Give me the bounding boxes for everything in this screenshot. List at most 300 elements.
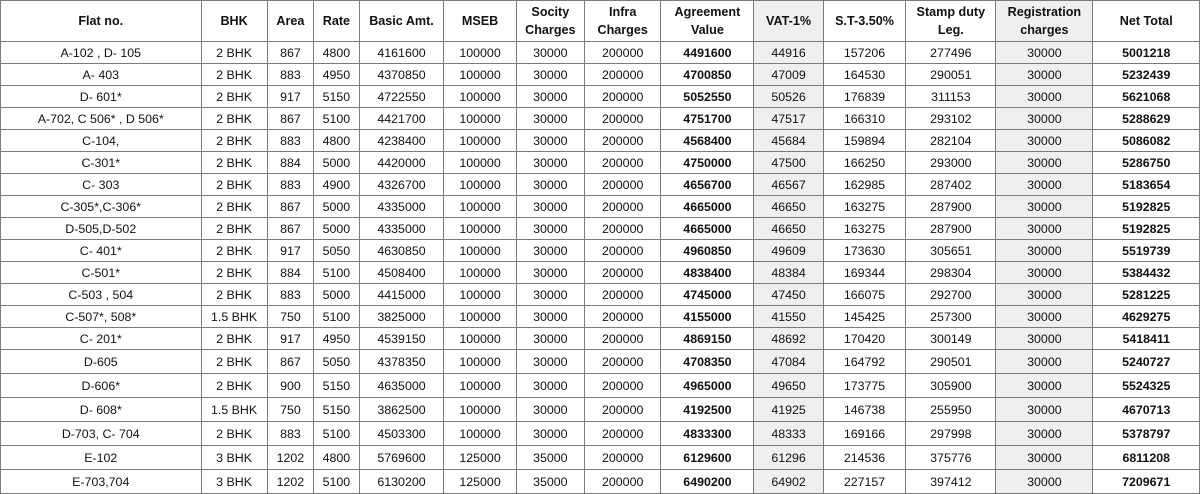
cell-flat-no: C-501* [1,262,202,284]
cell-net-total: 5001218 [1093,42,1200,64]
cell-service-tax: 163275 [823,196,906,218]
cell-flat-no: D- 601* [1,86,202,108]
cell-infra-charges: 200000 [584,470,660,494]
cell-service-tax: 173630 [823,240,906,262]
header-registration-line2: charges [1020,23,1069,37]
cell-agreement-value: 6490200 [661,470,754,494]
header-infra-line1: Infra [609,5,637,19]
cell-agreement-value: 6129600 [661,446,754,470]
cell-infra-charges: 200000 [584,446,660,470]
cell-rate: 5000 [314,218,359,240]
cell-area: 867 [267,218,314,240]
cell-net-total: 5524325 [1093,374,1200,398]
cell-infra-charges: 200000 [584,328,660,350]
cell-net-total: 5418411 [1093,328,1200,350]
cell-area: 750 [267,398,314,422]
cell-bhk: 1.5 BHK [201,398,267,422]
cell-stamp-duty: 375776 [906,446,996,470]
cell-net-total: 5384432 [1093,262,1200,284]
cell-registration-charges: 30000 [996,350,1093,374]
cell-registration-charges: 30000 [996,130,1093,152]
cell-basic-amount: 4420000 [359,152,444,174]
cell-basic-amount: 4238400 [359,130,444,152]
cell-agreement-value: 4665000 [661,196,754,218]
cell-agreement-value: 4700850 [661,64,754,86]
cell-infra-charges: 200000 [584,422,660,446]
cell-service-tax: 166310 [823,108,906,130]
cell-net-total: 7209671 [1093,470,1200,494]
cell-mseb: 100000 [444,350,516,374]
cell-rate: 5100 [314,306,359,328]
cell-net-total: 4629275 [1093,306,1200,328]
cell-stamp-duty: 292700 [906,284,996,306]
cell-bhk: 2 BHK [201,350,267,374]
cell-net-total: 5192825 [1093,218,1200,240]
cell-basic-amount: 6130200 [359,470,444,494]
cell-flat-no: D-505,D-502 [1,218,202,240]
cell-stamp-duty: 311153 [906,86,996,108]
cell-agreement-value: 5052550 [661,86,754,108]
cell-rate: 5150 [314,86,359,108]
cell-flat-no: C- 201* [1,328,202,350]
cell-rate: 4800 [314,446,359,470]
cell-net-total: 5286750 [1093,152,1200,174]
table-row [1,470,1200,494]
cell-basic-amount: 4630850 [359,240,444,262]
cell-basic-amount: 3825000 [359,306,444,328]
cell-infra-charges: 200000 [584,152,660,174]
cell-stamp-duty: 290501 [906,350,996,374]
cell-socity-charges: 30000 [516,398,584,422]
cell-stamp-duty: 287900 [906,196,996,218]
header-infra-charges [584,1,660,42]
cell-stamp-duty: 305651 [906,240,996,262]
cell-registration-charges: 30000 [996,470,1093,494]
cell-agreement-value: 4155000 [661,306,754,328]
cell-service-tax: 146738 [823,398,906,422]
cell-service-tax: 157206 [823,42,906,64]
cell-registration-charges: 30000 [996,398,1093,422]
cell-stamp-duty: 282104 [906,130,996,152]
cell-rate: 5100 [314,262,359,284]
header-stamp-duty [906,1,996,42]
cell-area: 867 [267,196,314,218]
cell-bhk: 3 BHK [201,470,267,494]
cell-area: 750 [267,306,314,328]
cell-mseb: 100000 [444,152,516,174]
header-rate: Rate [314,1,359,42]
cell-registration-charges: 30000 [996,240,1093,262]
cell-area: 867 [267,350,314,374]
cell-stamp-duty: 293102 [906,108,996,130]
cell-basic-amount: 4335000 [359,218,444,240]
cell-stamp-duty: 277496 [906,42,996,64]
cell-socity-charges: 30000 [516,86,584,108]
cell-agreement-value: 4833300 [661,422,754,446]
cell-bhk: 1.5 BHK [201,306,267,328]
cell-bhk: 3 BHK [201,446,267,470]
cell-net-total: 5378797 [1093,422,1200,446]
cell-area: 884 [267,152,314,174]
cell-rate: 5000 [314,196,359,218]
cell-mseb: 100000 [444,108,516,130]
cell-vat: 47450 [754,284,823,306]
cell-vat: 47517 [754,108,823,130]
cell-vat: 46567 [754,174,823,196]
table-row [1,284,1200,306]
cell-basic-amount: 4539150 [359,328,444,350]
cell-stamp-duty: 257300 [906,306,996,328]
cell-registration-charges: 30000 [996,42,1093,64]
cell-registration-charges: 30000 [996,446,1093,470]
cell-infra-charges: 200000 [584,240,660,262]
header-flat-no: Flat no. [1,1,202,42]
cell-basic-amount: 4635000 [359,374,444,398]
header-socity-line1: Socity [531,5,570,19]
cell-mseb: 100000 [444,422,516,446]
cell-socity-charges: 30000 [516,218,584,240]
cell-area: 883 [267,174,314,196]
cell-infra-charges: 200000 [584,374,660,398]
header-mseb: MSEB [444,1,516,42]
cell-vat: 48692 [754,328,823,350]
cell-flat-no: D-703, C- 704 [1,422,202,446]
cell-net-total: 5232439 [1093,64,1200,86]
table-row [1,130,1200,152]
cell-basic-amount: 3862500 [359,398,444,422]
cell-infra-charges: 200000 [584,350,660,374]
cell-area: 917 [267,328,314,350]
cell-infra-charges: 200000 [584,174,660,196]
cell-net-total: 5519739 [1093,240,1200,262]
cell-infra-charges: 200000 [584,42,660,64]
cell-flat-no: C-507*, 508* [1,306,202,328]
table-row [1,240,1200,262]
cell-bhk: 2 BHK [201,374,267,398]
cell-infra-charges: 200000 [584,108,660,130]
header-socity-line2: Charges [525,23,576,37]
cell-registration-charges: 30000 [996,284,1093,306]
cell-flat-no: C- 303 [1,174,202,196]
cell-net-total: 5183654 [1093,174,1200,196]
cell-agreement-value: 4708350 [661,350,754,374]
cell-registration-charges: 30000 [996,218,1093,240]
cell-socity-charges: 30000 [516,240,584,262]
cell-vat: 44916 [754,42,823,64]
cell-mseb: 100000 [444,174,516,196]
table-row [1,108,1200,130]
cell-rate: 5050 [314,240,359,262]
header-vat: VAT-1% [754,1,823,42]
cell-socity-charges: 30000 [516,152,584,174]
cell-service-tax: 164530 [823,64,906,86]
cell-registration-charges: 30000 [996,152,1093,174]
cell-area: 884 [267,262,314,284]
cell-basic-amount: 4370850 [359,64,444,86]
table-row [1,422,1200,446]
cell-rate: 4950 [314,328,359,350]
cell-service-tax: 166250 [823,152,906,174]
cell-infra-charges: 200000 [584,218,660,240]
cell-socity-charges: 30000 [516,42,584,64]
cell-socity-charges: 30000 [516,262,584,284]
cell-mseb: 100000 [444,284,516,306]
cell-net-total: 5288629 [1093,108,1200,130]
cell-rate: 4800 [314,130,359,152]
cell-basic-amount: 4161600 [359,42,444,64]
cell-socity-charges: 30000 [516,306,584,328]
cell-socity-charges: 30000 [516,374,584,398]
cell-stamp-duty: 287402 [906,174,996,196]
table-row [1,42,1200,64]
cell-rate: 5150 [314,374,359,398]
header-basic-amount: Basic Amt. [359,1,444,42]
cell-area: 883 [267,64,314,86]
table-body [1,42,1200,494]
cell-socity-charges: 30000 [516,108,584,130]
cell-vat: 45684 [754,130,823,152]
cell-rate: 5100 [314,470,359,494]
cell-basic-amount: 4722550 [359,86,444,108]
cell-bhk: 2 BHK [201,152,267,174]
cell-bhk: 2 BHK [201,262,267,284]
cell-agreement-value: 4960850 [661,240,754,262]
header-row [1,1,1200,42]
cell-area: 917 [267,86,314,108]
table-row [1,374,1200,398]
cell-rate: 5050 [314,350,359,374]
cell-flat-no: C-503 , 504 [1,284,202,306]
cell-vat: 47009 [754,64,823,86]
header-stamp-line2: Leg. [937,23,964,37]
cell-mseb: 100000 [444,64,516,86]
cell-rate: 5150 [314,398,359,422]
cell-flat-no: C-305*,C-306* [1,196,202,218]
cell-bhk: 2 BHK [201,86,267,108]
cell-agreement-value: 4745000 [661,284,754,306]
header-registration-charges [996,1,1093,42]
cell-flat-no: E-703,704 [1,470,202,494]
cell-flat-no: A-702, C 506* , D 506* [1,108,202,130]
cell-registration-charges: 30000 [996,174,1093,196]
cell-basic-amount: 5769600 [359,446,444,470]
cell-vat: 64902 [754,470,823,494]
cell-socity-charges: 30000 [516,174,584,196]
cell-stamp-duty: 293000 [906,152,996,174]
cell-infra-charges: 200000 [584,398,660,422]
cell-basic-amount: 4421700 [359,108,444,130]
table-row [1,262,1200,284]
cell-agreement-value: 4965000 [661,374,754,398]
cell-registration-charges: 30000 [996,86,1093,108]
cell-flat-no: A-102 , D- 105 [1,42,202,64]
cell-mseb: 100000 [444,306,516,328]
cell-agreement-value: 4491600 [661,42,754,64]
cell-mseb: 100000 [444,196,516,218]
cell-mseb: 100000 [444,218,516,240]
cell-area: 900 [267,374,314,398]
cell-bhk: 2 BHK [201,240,267,262]
cell-socity-charges: 30000 [516,328,584,350]
cell-area: 867 [267,42,314,64]
cell-mseb: 100000 [444,86,516,108]
cell-flat-no: A- 403 [1,64,202,86]
cell-basic-amount: 4415000 [359,284,444,306]
cell-basic-amount: 4508400 [359,262,444,284]
cell-service-tax: 169166 [823,422,906,446]
cell-agreement-value: 4665000 [661,218,754,240]
cell-infra-charges: 200000 [584,196,660,218]
table-row [1,350,1200,374]
cell-flat-no: C-104, [1,130,202,152]
cell-net-total: 6811208 [1093,446,1200,470]
cell-vat: 46650 [754,196,823,218]
header-stamp-line1: Stamp duty [916,5,986,19]
cell-stamp-duty: 298304 [906,262,996,284]
cell-vat: 48384 [754,262,823,284]
cell-agreement-value: 4869150 [661,328,754,350]
cell-service-tax: 170420 [823,328,906,350]
cell-service-tax: 214536 [823,446,906,470]
cell-flat-no: C- 401* [1,240,202,262]
cell-agreement-value: 4192500 [661,398,754,422]
cell-agreement-value: 4751700 [661,108,754,130]
cell-registration-charges: 30000 [996,108,1093,130]
cell-socity-charges: 30000 [516,350,584,374]
cell-basic-amount: 4378350 [359,350,444,374]
cell-socity-charges: 35000 [516,446,584,470]
cell-infra-charges: 200000 [584,284,660,306]
cell-vat: 48333 [754,422,823,446]
cell-basic-amount: 4503300 [359,422,444,446]
cell-net-total: 5086082 [1093,130,1200,152]
table-row [1,64,1200,86]
cell-rate: 4800 [314,42,359,64]
cell-bhk: 2 BHK [201,284,267,306]
cell-rate: 4900 [314,174,359,196]
cell-stamp-duty: 397412 [906,470,996,494]
cell-service-tax: 164792 [823,350,906,374]
cell-vat: 41550 [754,306,823,328]
cell-registration-charges: 30000 [996,374,1093,398]
header-agreement-line1: Agreement [674,5,741,19]
cell-vat: 41925 [754,398,823,422]
cell-agreement-value: 4838400 [661,262,754,284]
table-row [1,306,1200,328]
cell-mseb: 100000 [444,262,516,284]
cell-net-total: 5281225 [1093,284,1200,306]
cell-vat: 47500 [754,152,823,174]
cell-mseb: 125000 [444,470,516,494]
header-service-tax: S.T-3.50% [823,1,906,42]
cell-area: 883 [267,284,314,306]
cell-socity-charges: 35000 [516,470,584,494]
cell-stamp-duty: 287900 [906,218,996,240]
cell-bhk: 2 BHK [201,422,267,446]
cell-infra-charges: 200000 [584,86,660,108]
cell-basic-amount: 4335000 [359,196,444,218]
cell-stamp-duty: 290051 [906,64,996,86]
cell-agreement-value: 4750000 [661,152,754,174]
header-bhk: BHK [201,1,267,42]
cell-stamp-duty: 255950 [906,398,996,422]
cell-registration-charges: 30000 [996,64,1093,86]
cell-bhk: 2 BHK [201,64,267,86]
cell-service-tax: 159894 [823,130,906,152]
cell-area: 1202 [267,470,314,494]
cell-registration-charges: 30000 [996,422,1093,446]
cell-registration-charges: 30000 [996,328,1093,350]
cell-socity-charges: 30000 [516,196,584,218]
cell-socity-charges: 30000 [516,130,584,152]
cell-agreement-value: 4656700 [661,174,754,196]
cell-net-total: 5192825 [1093,196,1200,218]
cell-vat: 61296 [754,446,823,470]
table-row [1,86,1200,108]
cell-bhk: 2 BHK [201,42,267,64]
cell-mseb: 100000 [444,398,516,422]
cell-bhk: 2 BHK [201,130,267,152]
header-agreement-value [661,1,754,42]
cell-service-tax: 162985 [823,174,906,196]
header-registration-line1: Registration [1007,5,1082,19]
cell-socity-charges: 30000 [516,422,584,446]
cell-socity-charges: 30000 [516,64,584,86]
table-row [1,328,1200,350]
cell-flat-no: C-301* [1,152,202,174]
cell-mseb: 125000 [444,446,516,470]
cell-service-tax: 173775 [823,374,906,398]
cell-area: 917 [267,240,314,262]
cell-flat-no: D- 608* [1,398,202,422]
cell-vat: 46650 [754,218,823,240]
cell-vat: 49650 [754,374,823,398]
cell-vat: 49609 [754,240,823,262]
cell-service-tax: 176839 [823,86,906,108]
cell-flat-no: E-102 [1,446,202,470]
cell-mseb: 100000 [444,374,516,398]
cell-mseb: 100000 [444,240,516,262]
cell-bhk: 2 BHK [201,196,267,218]
cell-infra-charges: 200000 [584,64,660,86]
cell-mseb: 100000 [444,130,516,152]
cell-bhk: 2 BHK [201,174,267,196]
table-row [1,446,1200,470]
header-socity-charges [516,1,584,42]
table-row [1,152,1200,174]
cell-net-total: 4670713 [1093,398,1200,422]
cell-service-tax: 145425 [823,306,906,328]
table-row [1,196,1200,218]
cell-infra-charges: 200000 [584,306,660,328]
cell-service-tax: 227157 [823,470,906,494]
header-infra-line2: Charges [597,23,648,37]
header-area: Area [267,1,314,42]
cell-agreement-value: 4568400 [661,130,754,152]
cell-bhk: 2 BHK [201,218,267,240]
cell-rate: 5100 [314,422,359,446]
cell-rate: 4950 [314,64,359,86]
cell-registration-charges: 30000 [996,196,1093,218]
cell-socity-charges: 30000 [516,284,584,306]
cell-registration-charges: 30000 [996,262,1093,284]
header-net-total: Net Total [1093,1,1200,42]
table-row [1,174,1200,196]
cell-flat-no: D-605 [1,350,202,374]
cell-flat-no: D-606* [1,374,202,398]
cell-service-tax: 166075 [823,284,906,306]
table-row [1,398,1200,422]
